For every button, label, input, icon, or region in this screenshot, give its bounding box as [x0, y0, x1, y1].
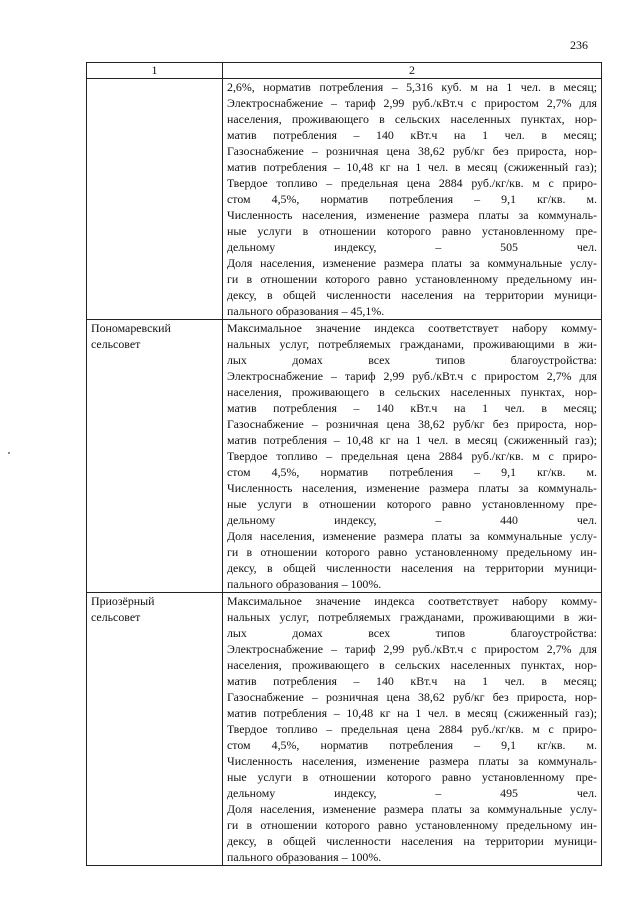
description-line: 2,6%, норматив потребления – 5,316 куб. м на 1 чел. в месяц; [227, 80, 597, 94]
description-line: Электроснабжение – тариф 2,99 руб./кВт.ч с приростом 2,7% для [227, 642, 597, 656]
description-line: Доля населения, изменение размера платы за коммунальные услу- [227, 802, 597, 816]
description-line: ги в отношении которого равно установленному предельному ин- [227, 545, 597, 559]
description-line: лых домах всех типов благоустройства: [227, 353, 597, 367]
table-row [87, 593, 602, 866]
description-line: ги в отношении которого равно установленному предельному ин- [227, 818, 597, 832]
description-line: Газоснабжение – розничная цена 38,62 руб/кг без прироста, нор- [227, 690, 597, 704]
header-row [87, 63, 602, 79]
description-line: пального образования – 100%. [227, 577, 382, 591]
municipality-name-cell [87, 593, 223, 866]
municipality-name-line: сельсовет [91, 337, 141, 351]
description-line: дексу, в общей численности населения на территории муници- [227, 288, 597, 302]
description-line: стом 4,5%, норматив потребления – 9,1 кг/кв. м. [227, 192, 597, 206]
description-line: Твердое топливо – предельная цена 2884 руб./кг/кв. м с приро- [227, 176, 597, 190]
description-line: дельному индексу, – 505 чел. [227, 240, 597, 254]
description-line: нальных услуг, потребляемых гражданами, проживающими в жи- [227, 337, 597, 351]
description-line: дексу, в общей численности населения на территории муници- [227, 561, 597, 575]
column-header-1: 1 [87, 63, 223, 79]
municipality-table [86, 62, 602, 866]
description-line: населения, проживающего в сельских населенных пунктах, нор- [227, 112, 597, 126]
description-line: Максимальное значение индекса соответствует набору комму- [227, 321, 597, 335]
description-line: матив потребления – 140 кВт.ч на 1 чел. в месяц; [227, 128, 597, 142]
description-line: стом 4,5%, норматив потребления – 9,1 кг/кв. м. [227, 465, 597, 479]
page-number: 236 [570, 38, 588, 52]
description-line: Доля населения, изменение размера платы за коммунальные услу- [227, 256, 597, 270]
description-cell [223, 320, 602, 593]
municipality-name-cell [87, 320, 223, 593]
description-line: Численность населения, изменение размера платы за коммуналь- [227, 208, 597, 222]
description-line: ги в отношении которого равно установленному предельному ин- [227, 272, 597, 286]
column-header-2: 2 [223, 63, 602, 79]
description-line: пального образования – 45,1%. [227, 304, 385, 318]
description-line: матив потребления – 140 кВт.ч на 1 чел. в месяц; [227, 674, 597, 688]
description-line: Электроснабжение – тариф 2,99 руб./кВт.ч с приростом 2,7% для [227, 96, 597, 110]
description-line: стом 4,5%, норматив потребления – 9,1 кг/кв. м. [227, 738, 597, 752]
description-line: пального образования – 100%. [227, 850, 382, 864]
description-line: населения, проживающего в сельских населенных пунктах, нор- [227, 658, 597, 672]
description-line: матив потребления – 10,48 кг на 1 чел. в месяц (сжиженный газ); [227, 706, 597, 720]
municipality-name-cell [87, 79, 223, 320]
description-cell [223, 79, 602, 320]
description-line: дексу, в общей численности населения на территории муници- [227, 834, 597, 848]
description-line: Твердое топливо – предельная цена 2884 руб./кг/кв. м с приро- [227, 449, 597, 463]
description-line: Электроснабжение – тариф 2,99 руб./кВт.ч с приростом 2,7% для [227, 369, 597, 383]
description-line: Доля населения, изменение размера платы за коммунальные услу- [227, 529, 597, 543]
description-line: Газоснабжение – розничная цена 38,62 руб/кг без прироста, нор- [227, 417, 597, 431]
description-line: Численность населения, изменение размера платы за коммуналь- [227, 754, 597, 768]
table-body [87, 63, 602, 866]
description-line: нальных услуг, потребляемых гражданами, проживающими в жи- [227, 610, 597, 624]
description-line: Максимальное значение индекса соответствует набору комму- [227, 594, 597, 608]
description-line: ные услуги в отношении которого равно установленному пре- [227, 224, 597, 238]
margin-dot [8, 452, 10, 454]
description-line: дельному индексу, – 495 чел. [227, 786, 597, 800]
description-line: населения, проживающего в сельских населенных пунктах, нор- [227, 385, 597, 399]
municipality-name-line: Приозёрный [91, 594, 155, 608]
description-line: лых домах всех типов благоустройства: [227, 626, 597, 640]
description-line: матив потребления – 10,48 кг на 1 чел. в месяц (сжиженный газ); [227, 433, 597, 447]
description-line: ные услуги в отношении которого равно установленному пре- [227, 497, 597, 511]
description-line: Численность населения, изменение размера платы за коммуналь- [227, 481, 597, 495]
description-line: Твердое топливо – предельная цена 2884 руб./кг/кв. м с приро- [227, 722, 597, 736]
description-line: Газоснабжение – розничная цена 38,62 руб/кг без прироста, нор- [227, 144, 597, 158]
table-row [87, 320, 602, 593]
municipality-name-line: сельсовет [91, 610, 141, 624]
description-cell [223, 593, 602, 866]
description-line: дельному индексу, – 440 чел. [227, 513, 597, 527]
description-line: ные услуги в отношении которого равно установленному пре- [227, 770, 597, 784]
municipality-name-line: Пономаревский [91, 321, 171, 335]
description-line: матив потребления – 140 кВт.ч на 1 чел. в месяц; [227, 401, 597, 415]
description-line: матив потребления – 10,48 кг на 1 чел. в месяц (сжиженный газ); [227, 160, 597, 174]
table-row [87, 79, 602, 320]
